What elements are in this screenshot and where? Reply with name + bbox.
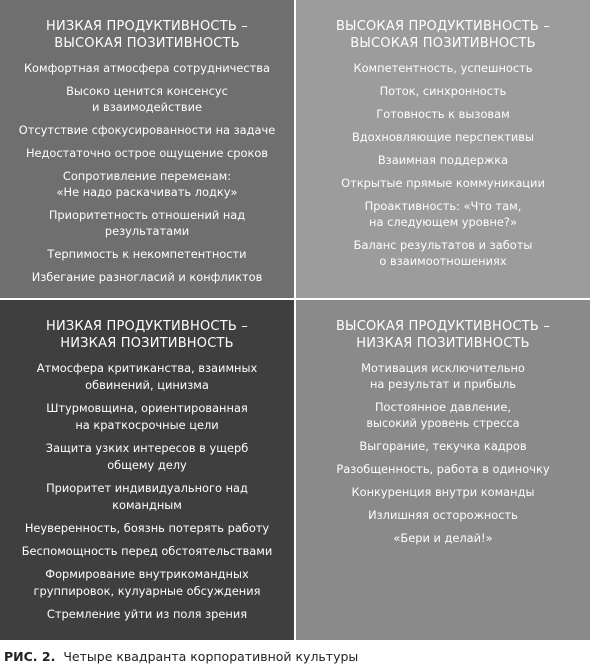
list-item: Компетентность, успешность: [353, 61, 533, 75]
figure-label: РИС. 2.: [4, 649, 56, 664]
list-item: Открытые прямые коммуникации: [341, 176, 545, 190]
list-item: Приоритет индивидуального над командным: [46, 481, 248, 512]
list-item: Взаимная поддержка: [377, 153, 509, 167]
quadrant-list: [296, 360, 590, 546]
list-item: Конкуренция внутри команды: [351, 485, 535, 499]
quadrant-title: ВЫСОКАЯ ПРОДУКТИВНОСТЬ – НИЗКАЯ ПОЗИТИВНОСТЬ: [335, 319, 551, 351]
list-item: Неуверенность, боязнь потерять работу: [24, 521, 270, 535]
list-item: Избегание разногласий и конфликтов: [31, 270, 263, 284]
list-item: Выгорание, текучка кадров: [359, 439, 527, 453]
quadrant-list: [0, 60, 294, 285]
figure-caption-text: Четыре квадранта корпоративной культуры: [63, 649, 359, 664]
list-item: Излишняя осторожность: [368, 508, 518, 522]
list-item: Проактивность: «Что там, на следующем уровне?»: [364, 199, 522, 229]
list-item: Постоянное давление, высокий уровень стресса: [366, 400, 520, 430]
quadrant-low-productivity-low-positivity: [0, 300, 294, 640]
list-item: Сопротивление переменам: «Не надо раскачивать лодку»: [56, 169, 238, 199]
figure-caption: [4, 649, 358, 665]
list-item: Разобщенность, работа в одиночку: [336, 462, 550, 476]
quadrant-high-productivity-low-positivity: [296, 300, 590, 640]
quadrant-list: [296, 60, 590, 269]
list-item: Баланс результатов и заботы о взаимоотношениях: [353, 238, 533, 268]
quadrant-list: [0, 360, 294, 623]
list-item: Атмосфера критиканства, взаимных обвинений, цинизма: [36, 361, 258, 392]
list-item: Недостаточно острое ощущение сроков: [25, 146, 269, 160]
quadrant-title: ВЫСОКАЯ ПРОДУКТИВНОСТЬ – ВЫСОКАЯ ПОЗИТИВНОСТЬ: [335, 19, 551, 51]
list-item: Стремление уйти из поля зрения: [46, 607, 248, 621]
list-item: Приоритетность отношений над результатами: [48, 208, 246, 238]
list-item: Мотивация исключительно на результат и прибыль: [361, 361, 525, 391]
list-item: Защита узких интересов в ущерб общему делу: [45, 441, 249, 472]
list-item: Готовность к вызовам: [376, 107, 510, 121]
list-item: Поток, синхронность: [379, 84, 507, 98]
list-item: Формирование внутрикомандных группировок, кулуарные обсуждения: [33, 567, 261, 598]
list-item: Высоко ценится консенсус и взаимодействие: [66, 84, 228, 114]
quadrant-title: НИЗКАЯ ПРОДУКТИВНОСТЬ – НИЗКАЯ ПОЗИТИВНОСТЬ: [45, 319, 249, 351]
list-item: Штурмовщина, ориентированная на краткосрочные цели: [46, 401, 248, 432]
list-item: Вдохновляющие перспективы: [351, 130, 535, 144]
quadrant-title: НИЗКАЯ ПРОДУКТИВНОСТЬ – ВЫСОКАЯ ПОЗИТИВНОСТЬ: [45, 19, 249, 51]
quadrant-high-productivity-high-positivity: [296, 0, 590, 298]
list-item: Беспомощность перед обстоятельствами: [21, 544, 273, 558]
list-item: Комфортная атмосфера сотрудничества: [23, 61, 271, 75]
list-item: «Бери и делай!»: [393, 531, 493, 545]
list-item: Терпимость к некомпетентности: [47, 247, 247, 261]
list-item: Отсутствие сфокусированности на задаче: [18, 123, 276, 137]
quadrant-low-productivity-high-positivity: [0, 0, 294, 298]
